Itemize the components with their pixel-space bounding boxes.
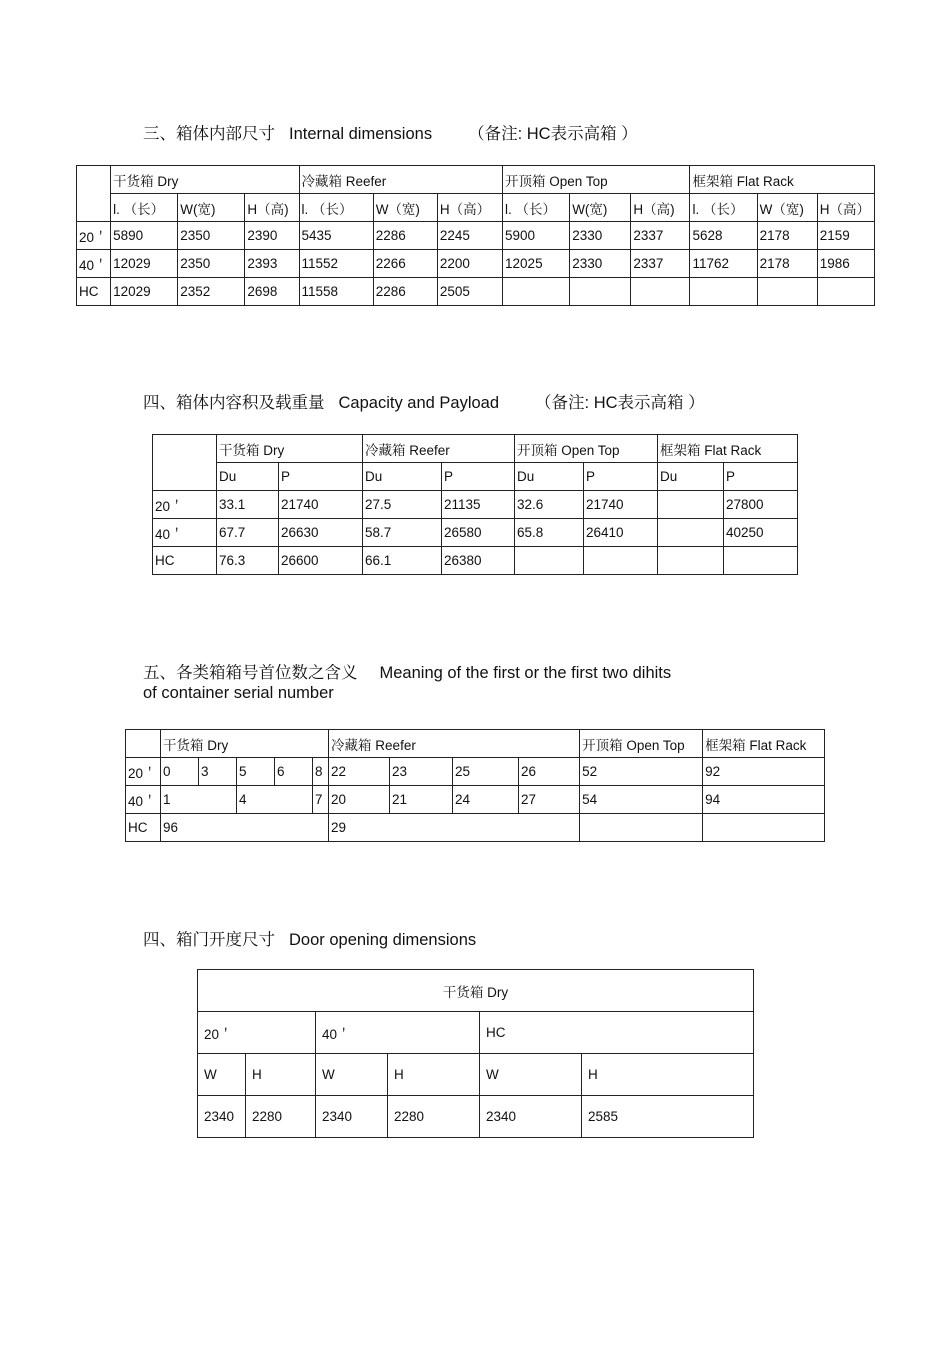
subheader-cell: H（高） xyxy=(437,194,502,222)
table-cell: 76.3 xyxy=(217,547,279,575)
table-cell: 2178 xyxy=(757,222,817,250)
table-cell: 2286 xyxy=(373,278,437,306)
table-cell xyxy=(584,547,658,575)
subheader-cell: l. （长） xyxy=(299,194,373,222)
table-cell: 11762 xyxy=(690,250,757,278)
table-cell: 2340 xyxy=(198,1096,246,1138)
table-cell xyxy=(724,547,798,575)
table-cell: 26580 xyxy=(442,519,515,547)
table-cell: 12029 xyxy=(111,250,178,278)
table-cell: 2337 xyxy=(631,222,690,250)
row-label: HC xyxy=(153,547,217,575)
table-cell: 2390 xyxy=(245,222,299,250)
table-cell: 2340 xyxy=(480,1096,582,1138)
table-cell xyxy=(690,278,757,306)
table-cell: 5900 xyxy=(503,222,570,250)
table-cell: 0 xyxy=(161,758,199,786)
subheader-cell: P xyxy=(279,463,363,491)
subheader-cell: W xyxy=(316,1054,388,1096)
group-header: 干货箱 Dry xyxy=(161,730,329,758)
table-cell xyxy=(757,278,817,306)
table-cell: 2286 xyxy=(373,222,437,250)
table-cell: 66.1 xyxy=(363,547,442,575)
group-header: 冷藏箱 Reefer xyxy=(363,435,515,463)
table-subheader-row xyxy=(153,463,798,491)
table-cell: 65.8 xyxy=(515,519,584,547)
table-cell xyxy=(503,278,570,306)
table-cell xyxy=(703,814,825,842)
table-cell: 5435 xyxy=(299,222,373,250)
size-cell: 40＇ xyxy=(316,1012,480,1054)
subheader-cell: P xyxy=(584,463,658,491)
table-cell: 2340 xyxy=(316,1096,388,1138)
table-cell: 2393 xyxy=(245,250,299,278)
table-cell: 94 xyxy=(703,786,825,814)
subheader-cell: H xyxy=(246,1054,316,1096)
subheader-cell: W（宽) xyxy=(757,194,817,222)
group-header: 干货箱 Dry xyxy=(198,970,754,1012)
section3-heading xyxy=(143,659,671,683)
table-row xyxy=(153,547,798,575)
table-cell xyxy=(817,278,874,306)
section4-heading xyxy=(143,926,476,950)
size-cell: 20＇ xyxy=(198,1012,316,1054)
subheader-cell: W(宽) xyxy=(570,194,631,222)
table-cell: 2585 xyxy=(582,1096,754,1138)
table-header-row xyxy=(126,730,825,758)
table-cell: 21 xyxy=(390,786,453,814)
section3-title-en: Meaning of the first or the first two dihits xyxy=(379,664,672,682)
table-cell: 26630 xyxy=(279,519,363,547)
table-cell: 2178 xyxy=(757,250,817,278)
table-cell: 67.7 xyxy=(217,519,279,547)
table-header-row xyxy=(77,166,875,194)
table-cell: 58.7 xyxy=(363,519,442,547)
table-cell xyxy=(658,547,724,575)
table-cell: 2280 xyxy=(246,1096,316,1138)
table-cell: 2352 xyxy=(178,278,245,306)
subheader-cell: l. （长） xyxy=(503,194,570,222)
section1-title-cn: 三、箱体内部尺寸 xyxy=(143,125,275,143)
table-cell: 1986 xyxy=(817,250,874,278)
group-header: 干货箱 Dry xyxy=(217,435,363,463)
corner-cell xyxy=(77,166,111,222)
table-cell: 5628 xyxy=(690,222,757,250)
internal-dimensions-table xyxy=(76,165,875,306)
subheader-cell: Du xyxy=(515,463,584,491)
table-cell: 11558 xyxy=(299,278,373,306)
subheader-cell: W（宽) xyxy=(373,194,437,222)
table-cell: 54 xyxy=(580,786,703,814)
group-header: 框架箱 Flat Rack xyxy=(658,435,798,463)
subheader-cell: Du xyxy=(217,463,279,491)
serial-number-table xyxy=(125,729,825,842)
table-cell: 2266 xyxy=(373,250,437,278)
row-label: 40＇ xyxy=(153,519,217,547)
section2-note: （备注: HC表示高箱 ） xyxy=(535,394,705,412)
section3-heading-line2: of container serial number xyxy=(143,684,334,702)
group-header: 框架箱 Flat Rack xyxy=(703,730,825,758)
table-cell: 27 xyxy=(519,786,580,814)
table-cell: 2245 xyxy=(437,222,502,250)
subheader-cell: Du xyxy=(658,463,724,491)
subheader-cell: W xyxy=(198,1054,246,1096)
row-label: 40＇ xyxy=(77,250,111,278)
table-cell: 2330 xyxy=(570,222,631,250)
table-cell: 33.1 xyxy=(217,491,279,519)
table-cell: 24 xyxy=(453,786,519,814)
row-label: 40＇ xyxy=(126,786,161,814)
subheader-cell: H（高) xyxy=(631,194,690,222)
section1-title-en: Internal dimensions xyxy=(289,125,433,143)
group-header: 冷藏箱 Reefer xyxy=(329,730,580,758)
section4-title-cn: 四、箱门开度尺寸 xyxy=(143,931,275,949)
table-cell xyxy=(570,278,631,306)
subheader-cell: H xyxy=(388,1054,480,1096)
table-cell: 6 xyxy=(275,758,313,786)
table-cell: 26380 xyxy=(442,547,515,575)
table-cell: 23 xyxy=(390,758,453,786)
table-row xyxy=(126,786,825,814)
subheader-cell: W(宽) xyxy=(178,194,245,222)
group-header: 框架箱 Flat Rack xyxy=(690,166,875,194)
table-cell xyxy=(658,519,724,547)
table-cell xyxy=(580,814,703,842)
table-subheader-row xyxy=(198,1054,754,1096)
table-cell: 2505 xyxy=(437,278,502,306)
table-cell: 21740 xyxy=(279,491,363,519)
table-cell: 29 xyxy=(329,814,580,842)
table-cell: 27800 xyxy=(724,491,798,519)
door-opening-table xyxy=(197,969,754,1138)
table-cell: 2350 xyxy=(178,222,245,250)
table-cell: 27.5 xyxy=(363,491,442,519)
row-label: HC xyxy=(126,814,161,842)
subheader-cell: H xyxy=(582,1054,754,1096)
subheader-cell: H（高) xyxy=(245,194,299,222)
corner-cell xyxy=(153,435,217,491)
table-row xyxy=(198,1096,754,1138)
table-cell: 2350 xyxy=(178,250,245,278)
table-cell: 20 xyxy=(329,786,390,814)
row-label: 20＇ xyxy=(153,491,217,519)
table-cell: 3 xyxy=(199,758,237,786)
table-cell xyxy=(515,547,584,575)
table-row xyxy=(153,491,798,519)
row-label: HC xyxy=(77,278,111,306)
row-label: 20＇ xyxy=(77,222,111,250)
table-cell: 5 xyxy=(237,758,275,786)
subheader-cell: l. （长） xyxy=(111,194,178,222)
row-label: 20＇ xyxy=(126,758,161,786)
table-cell xyxy=(631,278,690,306)
table-cell: 5890 xyxy=(111,222,178,250)
table-cell: 2200 xyxy=(437,250,502,278)
table-cell: 26410 xyxy=(584,519,658,547)
group-header: 开顶箱 Open Top xyxy=(580,730,703,758)
section4-title-en: Door opening dimensions xyxy=(289,931,477,949)
table-cell: 26 xyxy=(519,758,580,786)
subheader-cell: W xyxy=(480,1054,582,1096)
table-cell: 2337 xyxy=(631,250,690,278)
table-cell: 11552 xyxy=(299,250,373,278)
table-cell: 12025 xyxy=(503,250,570,278)
table-cell: 92 xyxy=(703,758,825,786)
section2-title-en: Capacity and Payload xyxy=(338,394,500,412)
table-cell: 2698 xyxy=(245,278,299,306)
table-cell: 1 xyxy=(161,786,237,814)
section1-heading xyxy=(143,120,638,144)
table-row xyxy=(126,758,825,786)
table-cell: 8 xyxy=(313,758,329,786)
table-cell: 22 xyxy=(329,758,390,786)
subheader-cell: H（高） xyxy=(817,194,874,222)
table-size-row xyxy=(198,1012,754,1054)
table-row xyxy=(153,519,798,547)
table-cell xyxy=(658,491,724,519)
table-cell: 21135 xyxy=(442,491,515,519)
subheader-cell: Du xyxy=(363,463,442,491)
table-row xyxy=(77,250,875,278)
group-header: 冷藏箱 Reefer xyxy=(299,166,503,194)
subheader-cell: l. （长） xyxy=(690,194,757,222)
capacity-payload-table xyxy=(152,434,798,575)
table-subheader-row xyxy=(77,194,875,222)
section2-heading xyxy=(143,389,705,413)
group-header: 干货箱 Dry xyxy=(111,166,299,194)
table-cell: 40250 xyxy=(724,519,798,547)
table-cell: 21740 xyxy=(584,491,658,519)
table-cell: 52 xyxy=(580,758,703,786)
subheader-cell: P xyxy=(442,463,515,491)
section2-title-cn: 四、箱体内容积及载重量 xyxy=(143,394,325,412)
table-cell: 12029 xyxy=(111,278,178,306)
subheader-cell: P xyxy=(724,463,798,491)
table-cell: 2280 xyxy=(388,1096,480,1138)
table-cell: 32.6 xyxy=(515,491,584,519)
table-row xyxy=(77,222,875,250)
table-cell: 2159 xyxy=(817,222,874,250)
section3-title-cn: 五、各类箱箱号首位数之含义 xyxy=(143,664,358,682)
corner-cell xyxy=(126,730,161,758)
section1-note: （备注: HC表示高箱 ） xyxy=(468,125,638,143)
table-cell: 7 xyxy=(313,786,329,814)
table-cell: 96 xyxy=(161,814,329,842)
table-header-row xyxy=(153,435,798,463)
table-row xyxy=(77,278,875,306)
table-cell: 2330 xyxy=(570,250,631,278)
group-header: 开顶箱 Open Top xyxy=(515,435,658,463)
size-cell: HC xyxy=(480,1012,754,1054)
table-cell: 26600 xyxy=(279,547,363,575)
table-row xyxy=(126,814,825,842)
table-header-row xyxy=(198,970,754,1012)
table-cell: 4 xyxy=(237,786,313,814)
group-header: 开顶箱 Open Top xyxy=(503,166,690,194)
table-cell: 25 xyxy=(453,758,519,786)
